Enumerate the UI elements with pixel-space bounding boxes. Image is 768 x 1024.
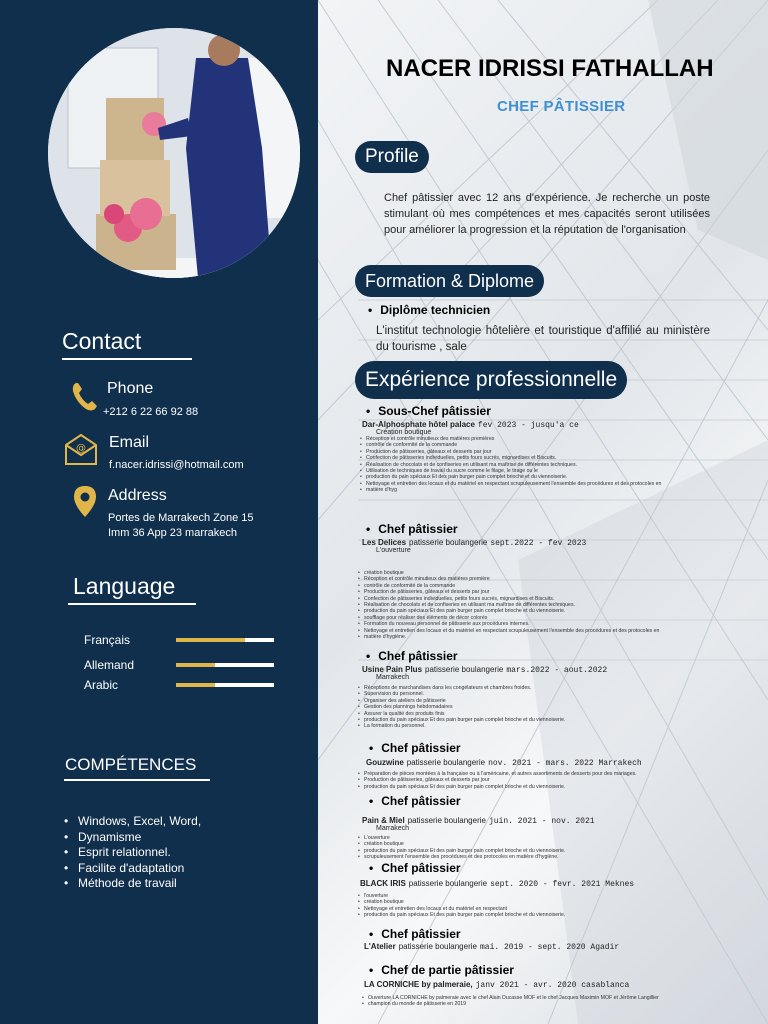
email-value[interactable]: f.nacer.idrissi@hotmail.com — [109, 459, 244, 471]
job-company: Gouzwine — [366, 758, 404, 767]
job-title: • Chef pâtissier — [366, 522, 458, 536]
profile-heading: Profile — [355, 141, 429, 173]
job-title: • Chef pâtissier — [369, 794, 461, 808]
job-task-item: • matière d'hyg — [360, 487, 661, 493]
language-name: Allemand — [84, 658, 135, 672]
job-company: Usine Pain Plus — [362, 665, 423, 674]
job-title: • Chef pâtissier — [369, 927, 461, 941]
job-type: patisserie boulangerie — [406, 758, 486, 767]
job-note: Marrakech — [376, 674, 410, 681]
job-task-item: • soufflage pour réaliser des éléments de décor colorés — [358, 615, 659, 621]
job-task-item: • Gestion des plannings hebdomadaires — [358, 704, 565, 710]
job-task-item: • production du pain spéciaux Et des pain burger pain complet brioche et du viennoiserie. — [358, 784, 637, 790]
job-title: • Sous-Chef pâtissier — [366, 404, 491, 418]
language-level-fill — [176, 663, 215, 667]
job-task-item: • Nettoyage et entretien des locaux et du matériel en respectant scrupuleusement l'ensemble des procédures et des protocoles en — [358, 628, 659, 634]
language-level-fill — [176, 683, 215, 687]
job-dates: sept.2022 - fev 2023 — [490, 539, 587, 548]
job-task-item: • Supervision du personnel. — [358, 691, 565, 697]
job-task-item: • Confection de pâtisseries individuelles, petits fours sucrés, mignardises et Biscuits. — [360, 455, 661, 461]
language-level-bar — [176, 663, 274, 667]
job-company: Dar-Alphosphate hôtel palace — [362, 420, 475, 429]
job-dates: janv 2021 - avr. 2020 casablanca — [475, 981, 630, 990]
contact-title: Contact — [62, 328, 142, 354]
job-task-item: • Production de pâtisseries, gâteaux et desserts par jour — [360, 449, 661, 455]
language-level-bar — [176, 638, 274, 642]
job-note: Création boutique — [376, 429, 432, 436]
language-title: Language — [73, 573, 176, 599]
job-task-item: • production du pain spéciaux Et des pain burger pain complet brioche et du viennoiserie. — [358, 717, 565, 723]
job-task-item: • Réception et contrôle minutieux des matières premières — [360, 436, 661, 442]
job-title: • Chef pâtissier — [366, 649, 458, 663]
candidate-role: CHEF PÂTISSIER — [497, 98, 626, 115]
skill-item: • Windows, Excel, Word, — [64, 814, 201, 830]
skill-item: • Facilite d'adaptation — [64, 861, 201, 877]
job-meta — [364, 942, 619, 952]
job-meta — [366, 758, 642, 768]
location-pin-icon — [70, 484, 100, 518]
job-dates: juin. 2021 - nov. 2021 — [488, 817, 595, 826]
formation-heading: Formation & Diplome — [355, 265, 544, 297]
job-task-item: • Réalisation de chocolats et de confiseries en utilisant ma maîtrise de différentes techniques. — [358, 602, 659, 608]
phone-value[interactable]: +212 6 22 66 92 88 — [103, 406, 199, 418]
job-task-item: • matière d'hygiène. — [358, 634, 659, 640]
skill-item: • Esprit relationnel. — [64, 845, 201, 861]
address-label: Address — [108, 487, 167, 504]
job-company: L'Atelier — [364, 942, 396, 951]
job-task-item: • production du pain spéciaux Et des pain burger pain complet brioche et du viennoiserie. — [358, 608, 659, 614]
job-task-item: • Ouverture LA CORNICHE by palmeraie avec le chef Alain Ducasse MOF et le chef Jacques Maximin MOF et Jérôme Langillier — [362, 995, 659, 1001]
skill-item: • Dynamisme — [64, 830, 201, 846]
experience-heading: Expérience professionnelle — [355, 361, 627, 399]
job-task-item: • Utilisation de techniques de travail du sucre comme le filage, le tirage ou le — [360, 468, 661, 474]
phone-label: Phone — [107, 380, 154, 397]
job-task-item: • L'ouverture — [358, 835, 565, 841]
formation-text: L'institut technologie hôtelière et touristique d'affilié au ministère du tourisme , sale — [376, 325, 710, 353]
job-tasks — [358, 685, 565, 730]
profile-text: Chef pâtissier avec 12 ans d'expérience. Je recherche un poste stimulant où mes compétences et mes capacités seront utilisées pour améliorer la progression et la réputation de l'organisation — [384, 192, 710, 236]
job-company: Pain & Miel — [362, 816, 405, 825]
job-task-item: • Formation du nouveau personnel de pâtisserie aux procédures internes. — [358, 621, 659, 627]
job-type: patisserie boulangerie — [409, 538, 488, 547]
job-task-item: • champion du monde de pâtisserie en 2019 — [362, 1001, 659, 1007]
job-task-item: • Production de pâtisseries, gâteaux et desserts par jour — [358, 589, 659, 595]
job-task-item: • contrôle de conformité de la commande — [360, 442, 661, 448]
phone-icon — [70, 380, 100, 414]
job-tasks — [358, 893, 565, 919]
job-task-item: • Réceptions de marchandises dans les congélateurs et chambres froides. — [358, 685, 565, 691]
language-level-fill — [176, 638, 245, 642]
job-note: Marrakech — [376, 825, 410, 832]
job-tasks — [360, 436, 661, 494]
job-type: patisserie boulangerie — [407, 816, 486, 825]
job-task-item: • Assurer la qualité des produits finis — [358, 711, 565, 717]
job-type: patisserie boulangerie — [408, 879, 488, 888]
skills-title: COMPÉTENCES — [65, 755, 197, 774]
skills-underline — [64, 779, 210, 781]
sidebar — [0, 0, 318, 1024]
job-tasks — [358, 771, 637, 790]
address-line2: Imm 36 App 23 marrakech — [108, 527, 238, 539]
job-title: • Chef pâtissier — [369, 741, 461, 755]
job-type: patisserie boulangerie — [425, 665, 504, 674]
job-task-item: • Organiser des ateliers de pâtisserie — [358, 698, 565, 704]
job-meta — [360, 879, 634, 889]
job-company: LA CORNICHE by palmeraie, — [364, 980, 473, 989]
job-title: • Chef de partie pâtissier — [369, 963, 514, 977]
job-company: BLACK IRIS — [360, 879, 406, 888]
job-dates: sept. 2020 - fevr. 2021 Meknes — [490, 880, 635, 889]
degree-title: • Diplôme technicien — [368, 303, 490, 317]
job-dates: mars.2022 - aout.2022 — [506, 666, 608, 675]
job-task-item: • production du pain spéciaux Et des pain burger pain complet brioche et du viennoiserie. — [358, 912, 565, 918]
address-line1: Portes de Marrakech Zone 15 — [108, 512, 254, 524]
email-label: Email — [109, 434, 150, 451]
language-name: Français — [84, 633, 131, 647]
job-task-item: • Préparation de pièces montées à la française ou à l'américaine, et autres assortiments de desserts pour des mariages. — [358, 771, 637, 777]
job-task-item: • Réception et contrôle minutieux des matières première — [358, 576, 659, 582]
job-company: Les Delices — [362, 538, 407, 547]
job-task-item: • l'ouverture — [358, 893, 565, 899]
profile-photo — [48, 28, 300, 278]
job-task-item: • scrupuleusement l'ensemble des procédures et des protocoles en matière d'hygiène. — [358, 854, 565, 860]
job-dates: fev 2023 - jusqu'a ce — [477, 421, 579, 430]
svg-text:@: @ — [76, 443, 86, 454]
job-title: • Chef pâtissier — [369, 861, 461, 875]
job-task-item: • Nettoyage et entretien des locaux et du matériel en respectant scrupuleusement l'ensemble des procédures et des protocoles en — [360, 481, 661, 487]
job-task-item: • Réalisation de chocolats et de confiseries en utilisant ma maîtrise de différentes techniques. — [360, 462, 661, 468]
job-dates: nov. 2021 - mars. 2022 Marrakech — [488, 759, 642, 768]
job-task-item: • création boutique — [358, 841, 565, 847]
job-type: patisserie boulangerie — [398, 942, 477, 951]
mail-icon — [64, 432, 98, 466]
language-underline — [68, 603, 196, 605]
job-meta — [364, 980, 629, 990]
job-note: L'ouverture — [376, 547, 411, 554]
job-task-item: • création boutique — [358, 899, 565, 905]
job-task-item: • Production de pâtisseries, gâteaux et desserts par jour — [358, 777, 637, 783]
language-name: Arabic — [84, 678, 119, 692]
job-task-item: • La formation du personnel. — [358, 723, 565, 729]
job-task-item: • production du pain spéciaux Et des pain burger pain complet brioche et du viennoiserie. — [360, 474, 661, 480]
job-task-item: • Nettoyage et entretien des locaux et du matériel en respectant — [358, 906, 565, 912]
job-tasks — [358, 835, 565, 861]
candidate-name: NACER IDRISSI FATHALLAH — [386, 55, 714, 82]
language-level-bar — [176, 683, 274, 687]
job-tasks — [358, 570, 659, 640]
job-dates: mai. 2019 - sept. 2020 Agadir — [479, 943, 620, 952]
job-task-item: • Confection de pâtisseries individuelles, petits fours sucrés, mignardises et Biscuits. — [358, 596, 659, 602]
skills-list — [64, 814, 201, 892]
job-tasks — [362, 995, 659, 1008]
skill-item: • Méthode de travail — [64, 876, 201, 892]
job-task-item: • création boutique — [358, 570, 659, 576]
job-task-item: • contrôle de conformité de la commande — [358, 583, 659, 589]
contact-underline — [62, 358, 192, 360]
job-task-item: • production du pain spéciaux Et des pain burger pain complet brioche et du viennoiserie. — [358, 848, 565, 854]
